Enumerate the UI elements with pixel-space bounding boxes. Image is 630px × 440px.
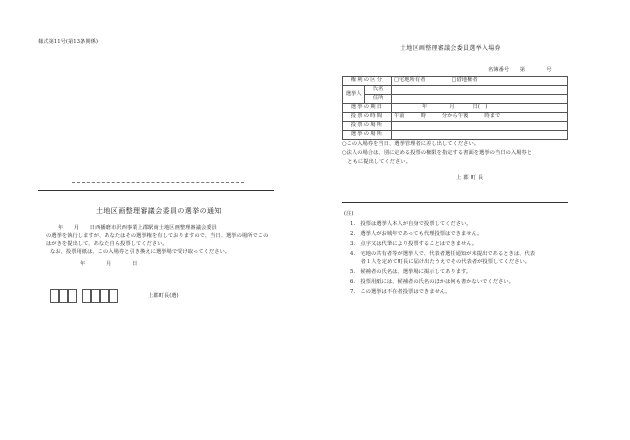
time-value: 午前 時 分から午後 時まで [392, 113, 568, 122]
time-label: 投票の時間 [343, 113, 392, 122]
category-label: 権利の区分 [343, 77, 392, 86]
notes-header: (注) [344, 211, 354, 217]
note-top-3: ともに提出してください。 [342, 159, 411, 165]
ticket-form-table [342, 76, 568, 140]
place-value [392, 122, 568, 131]
name-label: 氏名 [365, 86, 392, 95]
notice-line-2: の選挙を執行しますが、あなたはその選挙権を有しておりますので、当日、選挙の場所でこの [46, 233, 269, 239]
note-5: 5. 候補者の氏名は、選挙場に掲示してあります。 [350, 269, 472, 275]
venue-value [392, 131, 568, 140]
note-4: 4. 宅地の共有者等が選挙人で、代表者選任通知が未提出であるときは、代表 [350, 251, 536, 257]
date-value: 年 月 日( ) [392, 104, 568, 113]
note-top-1: ○この入場券を当日、選挙管理者に差し出してください。 [342, 141, 480, 147]
date-month: 月 [106, 261, 112, 267]
ticket-title: 土地区画整理審議会委員選挙入場券 [400, 45, 501, 52]
postal-box [109, 289, 118, 303]
venue-label: 選挙の場所 [343, 131, 392, 140]
note-7: 7. この選挙は不在者投票はできません。 [350, 289, 451, 295]
lessee-option: □借地権者 [451, 77, 478, 84]
notice-line-3: はがきを提出して、あなた自ら投票してください。 [46, 241, 168, 247]
postal-box [50, 289, 59, 303]
section-divider [342, 202, 568, 203]
fold-line [72, 182, 244, 183]
note-1: 1. 投票は選挙人本人が自身で投票してください。 [350, 221, 472, 227]
date-day: 日 [132, 261, 138, 267]
list-number: 名簿番号 第 号 [488, 67, 552, 73]
postal-box [82, 289, 91, 303]
date-year: 年 [80, 261, 86, 267]
mayor-signature: 上郡町長 [456, 175, 486, 181]
name-value [392, 86, 568, 95]
note-2: 2. 選挙人がお城年であっても代理投票はできません。 [350, 231, 483, 237]
issuer: 上郡町長(選) [148, 293, 179, 299]
category-options [392, 77, 568, 86]
postal-box [59, 289, 68, 303]
postal-box [68, 289, 77, 303]
note-3: 3. 点字又は代筆により投票することはできません。 [350, 241, 478, 247]
form-number: 様式第11号(第13条関係) [38, 39, 98, 45]
address-label: 住所 [365, 95, 392, 104]
notice-title: 土地区画整理審議会委員の選挙の通知 [96, 207, 222, 215]
notice-line-4: なお、投票用紙は、この入場券と引き換えに選挙場で受け取ってください。 [50, 249, 231, 255]
note-6: 6. 投票用紙には、候補者の氏名のほかは何も書かないでください。 [350, 279, 514, 285]
note-4-cont: 者１人を定めて町長に届け出たうえでその代表者が投票してください。 [350, 259, 531, 265]
owner-option: □宅地所有者 [394, 77, 426, 84]
postal-box [91, 289, 100, 303]
notice-line-1: 年 月 日西播磨市沢西事業上郡駅南土地区画整理審議会委員 [58, 225, 217, 231]
place-label: 投票の場所 [343, 122, 392, 131]
address-value [392, 95, 568, 104]
divider [38, 190, 274, 191]
note-top-2: ○法人の場合は、別に定める投票の権限を指定する書面を選挙の当日の入場券と [342, 150, 533, 156]
date-label: 選挙の期日 [343, 104, 392, 113]
postal-box [100, 289, 109, 303]
voter-label: 選挙人 [343, 86, 365, 104]
